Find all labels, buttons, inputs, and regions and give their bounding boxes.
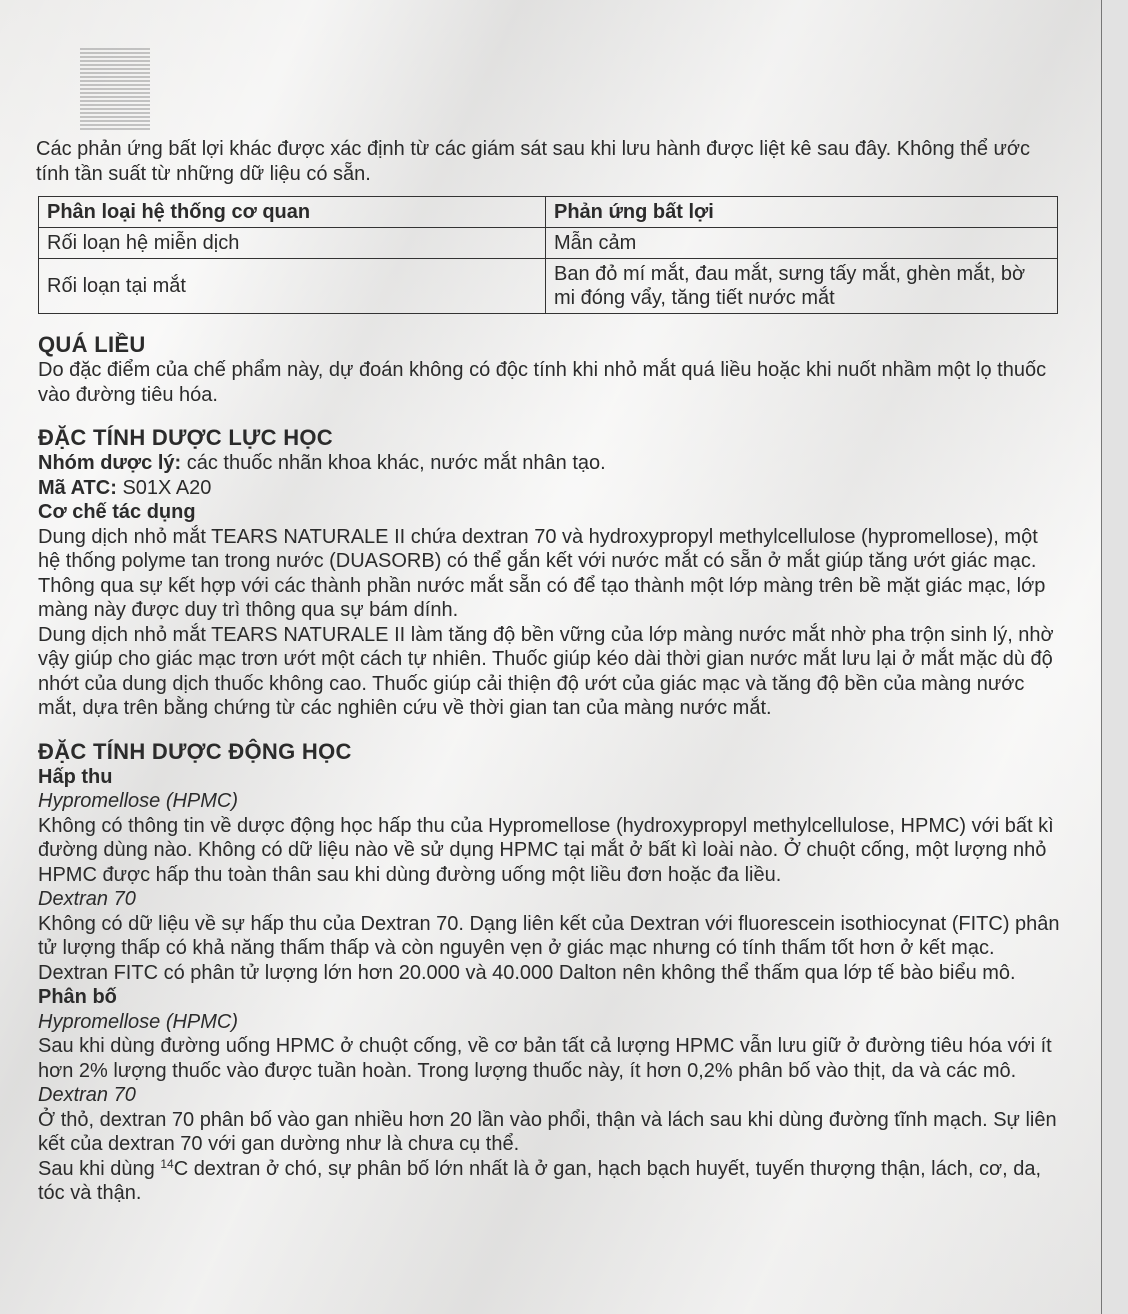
- page-edge: [1101, 0, 1128, 1314]
- table-row: [39, 259, 1058, 314]
- c14-superscript: 14: [160, 1156, 174, 1171]
- overdose-heading: QUÁ LIỀU: [38, 332, 146, 357]
- absorption-dextran-text-2: Dextran FITC có phân tử lượng lớn hơn 20.000 và 40.000 Dalton nên không thể thấm qua lớp tế bào biểu mô.: [38, 961, 1016, 984]
- atc-label: Mã ATC:: [38, 476, 117, 499]
- overdose-text: Do đặc điểm của chế phẩm này, dự đoán không có độc tính khi nhỏ mắt quá liều hoặc khi nuốt nhầm một lọ thuốc vào đường tiêu hóa.: [38, 359, 1047, 406]
- c14-body: C dextran ở chó, sự phân bố lớn nhất là ở gan, hạch bạch huyết, tuyến thượng thận, lách, cơ, da, tóc và thận.: [38, 1157, 1042, 1204]
- pharmacodynamics-heading: ĐẶC TÍNH DƯỢC LỰC HỌC: [38, 425, 333, 450]
- table-cell: Mẫn cảm: [546, 228, 1058, 259]
- c14-prefix: Sau khi dùng: [38, 1157, 161, 1180]
- table-header-cell: Phân loại hệ thống cơ quan: [39, 197, 546, 228]
- table-header-row: [39, 197, 1058, 228]
- group-label: Nhóm dược lý:: [38, 452, 182, 474]
- table-cell: Rối loạn tại mắt: [39, 259, 546, 314]
- distribution-dextran-label: Dextran 70: [38, 1084, 136, 1106]
- barcode-graphic: [80, 48, 150, 132]
- intro-paragraph: Các phản ứng bất lợi khác được xác định từ các giám sát sau khi lưu hành được liệt kê sau đây. Không thể ước tính tần suất từ những dữ liệu có sẵn.: [36, 138, 1031, 185]
- pharmacologic-group: [38, 451, 1063, 476]
- distribution-hpmc-label: Hypromellose (HPMC): [38, 1010, 239, 1033]
- atc-code: [38, 476, 1063, 501]
- table-cell: Rối loạn hệ miễn dịch: [39, 228, 546, 259]
- absorption-hpmc-label: Hypromellose (HPMC): [38, 790, 239, 812]
- mechanism-heading: Cơ chế tác dụng: [38, 501, 196, 523]
- absorption-heading: Hấp thu: [38, 765, 113, 788]
- mechanism-paragraph-1: Dung dịch nhỏ mắt TEARS NATURALE II chứa dextran 70 và hydroxypropyl methylcellulose (hypromellose), một hệ thống polyme tan trong nước (DUASORB) có thể gắn kết với nước mắt có sẵn ở mắt giúp tăng ướt giác mạc. Thông qua sự kết hợp với các thành phần nước mắt sẵn có để tạo thành một lớp màng trên bề mặt giác mạc, lớp màng này được duy trì thông qua sự bám dính.: [38, 525, 1046, 621]
- table-cell: Ban đỏ mí mắt, đau mắt, sưng tấy mắt, ghèn mắt, bờ mi đóng vẩy, tăng tiết nước mắt: [546, 259, 1058, 314]
- absorption-hpmc-text: Không có thông tin về dược động học hấp thu của Hypromellose (hydroxypropyl methylcellulose, HPMC) với bất kì đường dùng nào. Không có dữ liệu nào về sử dụng HPMC tại mắt ở bất kì loài nào. Ở chuột cống, một lượng nhỏ HPMC được hấp thu toàn thân sau khi dùng đường uống một liều đơn hoặc đa liều.: [38, 814, 1054, 886]
- absorption-dextran-text: Không có dữ liệu về sự hấp thu của Dextran 70. Dạng liên kết của Dextran với fluorescein isothiocynat (FITC) phân tử lượng thấp có khả năng thấm thấp và còn nguyên vẹn ở giác mạc nhưng có tính thấm tốt hơn ở kết mạc.: [38, 912, 1060, 959]
- table-row: [39, 228, 1058, 259]
- distribution-dextran-text: Ở thỏ, dextran 70 phân bố vào gan nhiều hơn 20 lần vào phổi, thận và lách sau khi dùng đường tĩnh mạch. Sự liên kết của dextran 70 với gan dường như là chưa cụ thể.: [38, 1108, 1057, 1155]
- distribution-c14-text: [38, 1157, 1063, 1206]
- group-value: các thuốc nhãn khoa khác, nước mắt nhân tạo.: [181, 452, 606, 474]
- table-header-cell: Phản ứng bất lợi: [546, 197, 1058, 228]
- mechanism-paragraph-2: Dung dịch nhỏ mắt TEARS NATURALE II làm tăng độ bền vững của lớp màng nước mắt nhờ pha trộn sinh lý, nhờ vậy giúp cho giác mạc trơn ướt một cách tự nhiên. Thuốc giúp kéo dài thời gian nước mắt lưu lại ở mắt mặc dù độ nhớt của dung dịch thuốc không cao. Thuốc giúp cải thiện độ ướt của giác mạc và tăng độ bền của màng nước mắt, dựa trên bằng chứng từ các nghiên cứu về thời gian tan của màng nước mắt.: [38, 623, 1054, 719]
- absorption-dextran-label: Dextran 70: [38, 888, 136, 910]
- atc-value: S01X A20: [116, 476, 212, 499]
- pharmacokinetics-heading: ĐẶC TÍNH DƯỢC ĐỘNG HỌC: [38, 738, 352, 764]
- document-content: [38, 137, 1063, 1206]
- distribution-heading: Phân bố: [38, 986, 117, 1008]
- adverse-reactions-table: [38, 196, 1058, 314]
- distribution-hpmc-text: Sau khi dùng đường uống HPMC ở chuột cống, về cơ bản tất cả lượng HPMC vẫn lưu giữ ở đường tiêu hóa với ít hơn 2% lượng thuốc vào được tuần hoàn. Trong lượng thuốc này, ít hơn 0,2% phân bố vào thịt, da và các mô.: [38, 1035, 1052, 1082]
